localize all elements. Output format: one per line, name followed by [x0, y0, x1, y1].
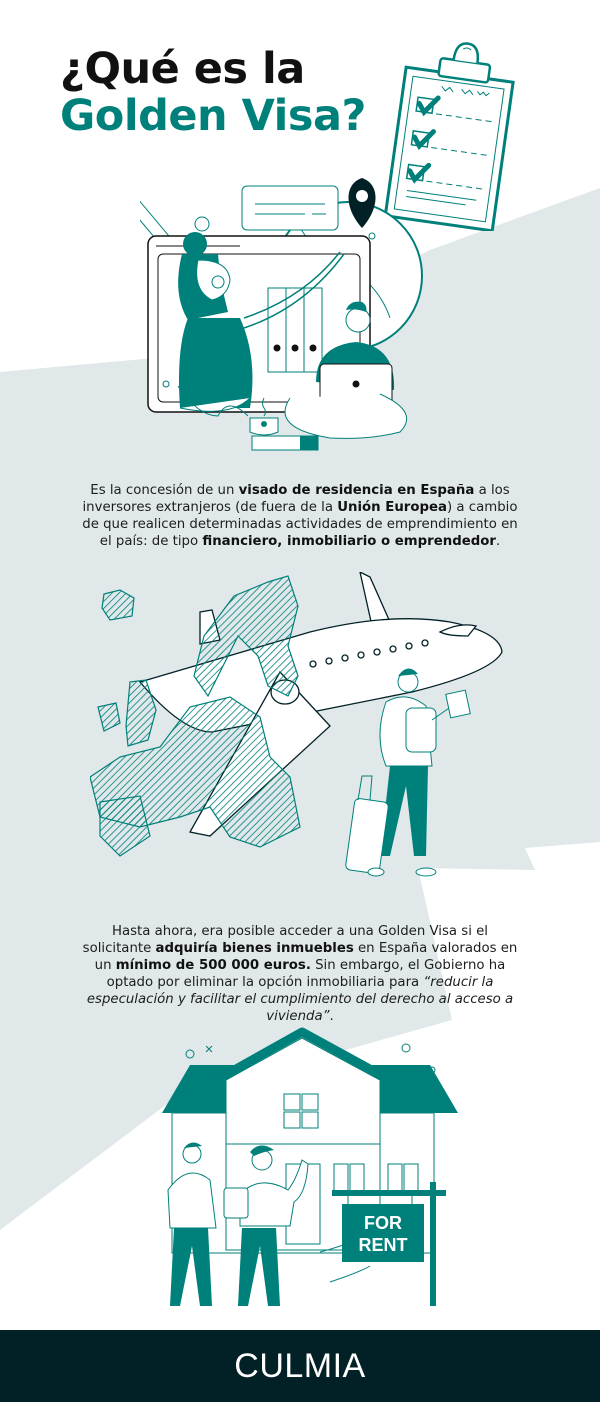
office-scene-illustration — [140, 168, 450, 458]
highlight-investment-types: financiero, inmobiliario o emprendedor — [202, 534, 496, 549]
title-line-1: ¿Qué es la — [60, 44, 305, 94]
intro-paragraph: Es la concesión de un visado de residencia en España a los inversores extranjeros (de fuera de la Unión Europea) a cambio de que realicen determinadas actividades de emprendimiento en el país: de tipo financiero, inmobiliario o emprendedor. — [82, 483, 518, 549]
highlight-residence-visa: visado de residencia en España — [238, 483, 475, 498]
footer-bar — [0, 1330, 600, 1402]
book-icon — [252, 436, 318, 450]
highlight-real-estate: adquiría bienes inmuebles — [155, 941, 354, 956]
house-for-rent-illustration — [150, 1020, 460, 1310]
brand-logo: CULMIA — [234, 1346, 366, 1385]
europe-travel-illustration — [90, 572, 510, 887]
page-title — [60, 46, 366, 140]
sign-line-2: RENT — [358, 1235, 408, 1255]
title-line-2: Golden Visa? — [60, 91, 366, 141]
sign-line-1: FOR — [364, 1213, 402, 1233]
highlight-minimum-amount: mínimo de 500 000 euros. — [115, 958, 311, 973]
government-quote: “reducir la especulación y facilitar el cumplimiento del derecho al acceso a vivienda” — [86, 975, 514, 1024]
suitcase-icon — [345, 798, 389, 874]
highlight-eu: Unión Europea — [337, 500, 448, 515]
property-paragraph: Hasta ahora, era posible acceder a una Golden Visa si el solicitante adquiría bienes inmuebles en España valorados en un mínimo de 500 000 euros. Sin embargo, el Gobierno ha optado por eliminar la opción inmobiliaria para “reducir la especulación y facilitar el cumplimiento del derecho al acceso a vivienda”. — [82, 924, 518, 1024]
